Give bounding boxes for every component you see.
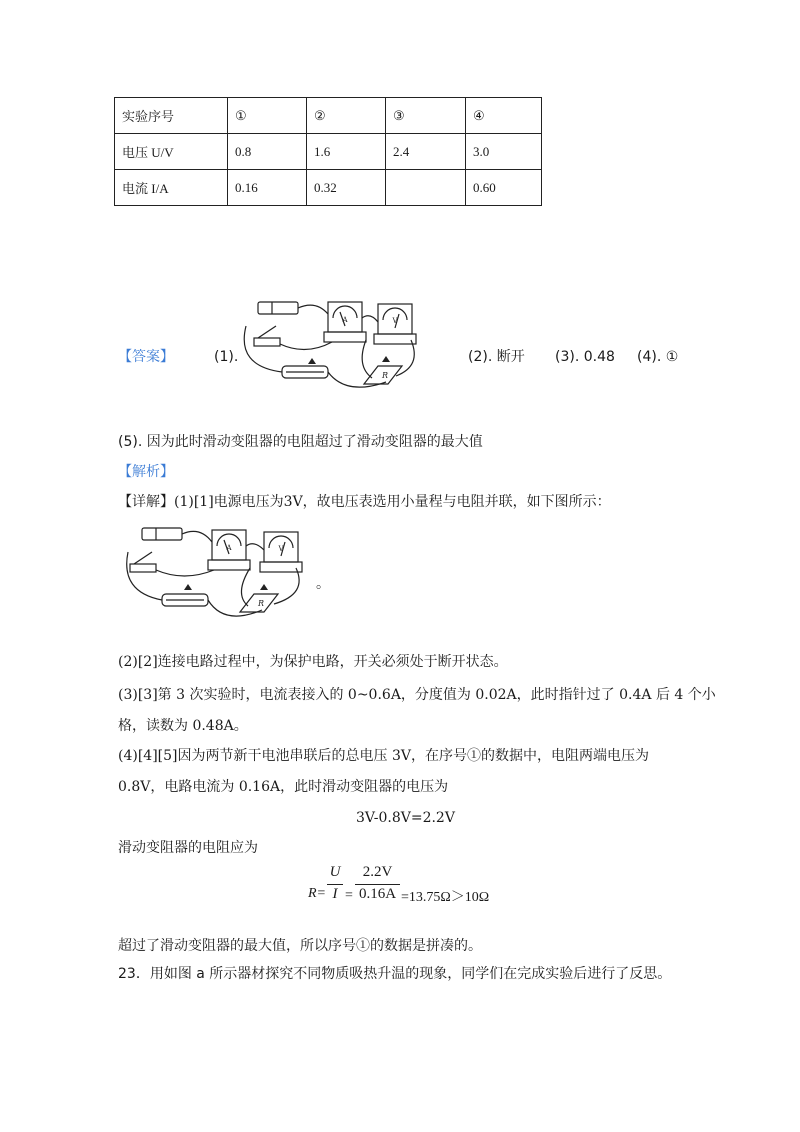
question-23: 23．用如图 a 所示器材探究不同物质吸热升温的现象，同学们在完成实验后进行了反思。 [118, 966, 672, 982]
formula-lhs: R= [308, 886, 326, 901]
table-row [115, 134, 542, 170]
battery-icon [258, 302, 298, 314]
detail-paragraph-5: 滑动变阻器的电阻应为 [118, 840, 258, 856]
table-cell: 0.32 [307, 170, 386, 206]
detail-paragraph-3b: 格，读数为 0.48A。 [118, 718, 248, 734]
table-cell: 2.4 [386, 134, 466, 170]
table-cell: 1.6 [307, 134, 386, 170]
fraction-denominator: 0.16A [358, 886, 397, 902]
table-cell: 0.8 [228, 134, 307, 170]
table-cell: 电流 I/A [115, 170, 228, 206]
table-cell: 0.16 [228, 170, 307, 206]
circuit-diagram [124, 522, 320, 630]
circuit-diagram [236, 296, 436, 404]
fraction-bar [355, 884, 400, 885]
equation-voltage: 3V-0.8V=2.2V [356, 810, 455, 826]
battery-icon [142, 528, 182, 540]
answer-item-2: (2). 断开 [468, 349, 525, 365]
detail-paragraph-3a: (3)[3]第 3 次实验时，电流表接入的 0~0.6A，分度值为 0.02A，此时指针过了 0.4A 后 4 个小 [118, 687, 716, 703]
answer-label: 【答案】 [118, 349, 174, 365]
detail-paragraph-4a: (4)[4][5]因为两节新干电池串联后的总电压 3V，在序号①的数据中，电阻两端电压为 [118, 748, 649, 764]
ammeter-label: A [226, 544, 232, 552]
table-cell: 0.60 [466, 170, 542, 206]
resistor-label: R [258, 599, 265, 608]
formula-equals: = [345, 888, 353, 903]
table-header-cell: ④ [466, 98, 542, 134]
voltmeter-label: V [278, 545, 284, 553]
formula-result: =13.75Ω＞10Ω [401, 890, 490, 905]
table-header-cell: ① [228, 98, 307, 134]
fraction-denominator: I [332, 886, 338, 902]
ammeter-label: A [342, 316, 348, 324]
detail-paragraph-2: (2)[2]连接电路过程中，为保护电路，开关必须处于断开状态。 [118, 654, 508, 670]
data-table [114, 97, 542, 206]
answer-item-5: (5). 因为此时滑动变阻器的电阻超过了滑动变阻器的最大值 [118, 434, 483, 450]
fraction-numerator: 2.2V [362, 864, 393, 880]
table-row [115, 170, 542, 206]
table-header-cell: ② [307, 98, 386, 134]
fraction-bar [327, 884, 343, 885]
analysis-label: 【解析】 [118, 464, 174, 480]
answer-item-4: (4). ① [637, 349, 679, 365]
detail-paragraph-1-end: 。 [316, 576, 330, 592]
fraction-numerator: U [329, 864, 341, 880]
table-cell: 3.0 [466, 134, 542, 170]
resistor-label: R [382, 371, 389, 380]
table-cell: 电压 U/V [115, 134, 228, 170]
detail-paragraph-4b: 0.8V，电路电流为 0.16A，此时滑动变阻器的电压为 [118, 779, 449, 795]
table-header-cell: 实验序号 [115, 98, 228, 134]
answer-item-3: (3). 0.48 [555, 349, 615, 365]
table-header-cell: ③ [386, 98, 466, 134]
voltmeter-label: V [392, 317, 398, 325]
answer-item-1: (1). [214, 349, 239, 365]
detail-paragraph-1: 【详解】(1)[1]电源电压为3V，故电压表选用小量程与电阻并联，如下图所示： [118, 494, 611, 510]
table-row [115, 98, 542, 134]
detail-paragraph-6: 超过了滑动变阻器的最大值，所以序号①的数据是拼凑的。 [118, 938, 482, 954]
table-cell [386, 170, 466, 206]
